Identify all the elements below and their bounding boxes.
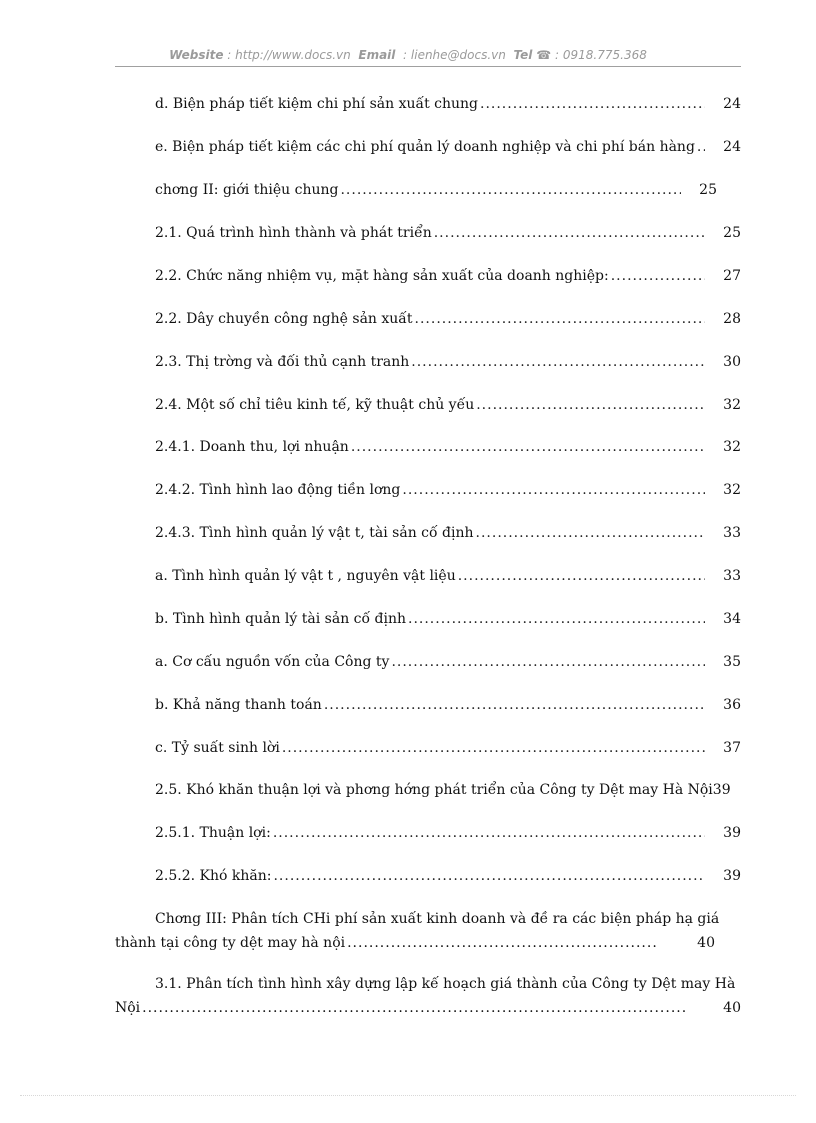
toc-entry: e. Biện pháp tiết kiệm các chi phí quản lý doanh nghiệp và chi phí bán hàng ..... 24 [155,138,741,156]
toc-entry: 2.2. Dây chuyền công nghệ sản xuất ..... 28 [155,310,741,328]
website-label: Website [169,48,224,62]
toc-entry: chơng II: giới thiệu chung ..... 25 [155,181,717,199]
toc-entry: 2.5.1. Thuận lợi: ..... 39 [155,824,741,842]
toc-entry: d. Biện pháp tiết kiệm chi phí sản xuất chung ..... 24 [155,95,741,113]
email-value[interactable]: : lienhe@docs.vn [403,48,506,62]
toc-entry: 2.4. Một số chỉ tiêu kinh tế, kỹ thuật chủ yếu ..... 32 [155,396,741,414]
toc-entry: 2.4.1. Doanh thu, lợi nhuận ..... 32 [155,438,741,456]
tel-label: Tel [513,48,533,62]
toc-entry: 2.5. Khó khăn thuận lợi và phơng hớng phát triển của Công ty Dệt may Hà Nội 39 [155,782,731,798]
header-divider [115,66,741,67]
page-header [0,48,816,62]
toc-entry: 2.3. Thị trờng và đối thủ cạnh tranh ..... 30 [155,353,741,371]
toc-entry: 2.1. Quá trình hình thành và phát triển ..... 25 [155,224,741,242]
toc-entry: b. Tình hình quản lý tài sản cố định ..... 34 [155,610,741,628]
toc-entry: b. Khả năng thanh toán ..... 36 [155,696,741,714]
toc-entry: c. Tỷ suất sinh lời ..... 37 [155,739,741,757]
toc-entry-multiline: Chơng III: Phân tích CHi phí sản xuất kinh doanh và đề ra các biện pháp hạ giá thành tại công ty dệt may hà nội ..... 40 [115,910,741,952]
toc-entry-multiline: 3.1. Phân tích tình hình xây dựng lập kế hoạch giá thành của Công ty Dệt may Hà Nội ..... 40 [115,975,741,1017]
toc-entry: 2.4.2. Tình hình lao động tiền lơng ..... 32 [155,481,741,499]
toc-entry: 2.5.2. Khó khăn: ..... 39 [155,867,741,885]
footer-divider [20,1095,796,1096]
tel-value: ☎ : 0918.775.368 [536,48,647,62]
toc-entry: 2.4.3. Tình hình quản lý vật t, tài sản cố định ..... 33 [155,524,741,542]
toc-entry: a. Cơ cấu nguồn vốn của Công ty ..... 35 [155,653,741,671]
email-label: Email [358,48,396,62]
toc-entry: a. Tình hình quản lý vật t , nguyên vật liệu ..... 33 [155,567,741,585]
website-value[interactable]: : http://www.docs.vn [227,48,351,62]
toc-entry: 2.2. Chức năng nhiệm vụ, mặt hàng sản xuất của doanh nghiệp: ..... 27 [155,267,741,285]
